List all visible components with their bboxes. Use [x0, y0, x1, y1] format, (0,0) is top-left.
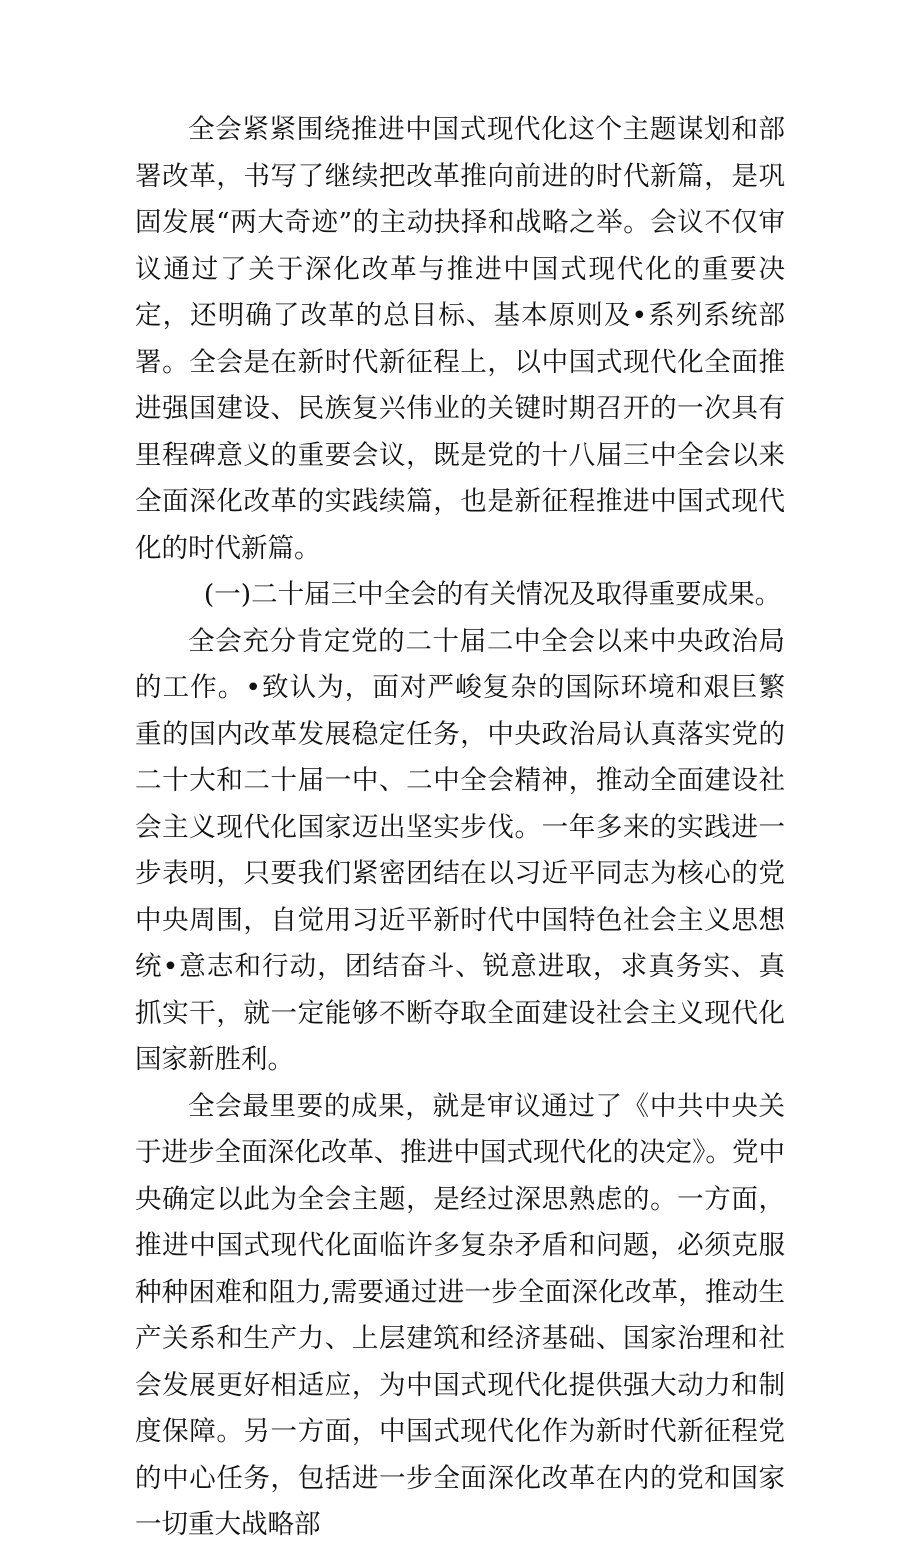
document-body	[135, 107, 785, 1549]
paragraph-main-outcome: 全会最里要的成果，就是审议通过了《中共中央关于进步全面深化改革、推进中国式现代化的决定》。党中央确定以此为全会主题，是经过深思熟虑的。一方面，推进中国式现代化面临许多复杂矛盾和问题，必须克服种种困难和阻力,需要通过进一步全面深化改革，推动生产关系和生产力、上层建筑和经济基础、国家治理和社会发展更好相适应，为中国式现代化提供强大动力和制度保障。另一方面，中国式现代化作为新时代新征程党的中心任务，包括进一步全面深化改革在内的党和国家一切重大战略部	[135, 1090, 785, 1540]
paragraph-intro: 全会紧紧围绕推进中国式现代化这个主题谋划和部署改革，书写了继续把改革推向前进的时代新篇，是巩固发展“两大奇迹”的主动抉择和战略之举。会议不仅审议通过了关于深化改革与推进中国式现代化的重要决定，还明确了改革的总目标、基本原则及•系列系统部署。全会是在新时代新征程上，以中国式现代化全面推进强国建设、民族复兴伟业的关键时期召开的一次具有里程碑意义的重要会议，既是党的十八届三中全会以来全面深化改革的实践续篇，也是新征程推进中国式现代化的时代新篇。	[135, 114, 785, 564]
paragraph-affirmation: 全会充分肯定党的二十届二中全会以来中央政治局的工作。•致认为，面对严峻复杂的国际环境和艰巨繁重的国内改革发展稳定任务，中央政治局认真落实党的二十大和二十届一中、二中全会精神，推动全面建设社会主义现代化国家迈出坚实步伐。一年多来的实践进一步表明，只要我们紧密团结在以习近平同志为核心的党中央周围，自觉用习近平新时代中国特色社会主义思想统•意志和行动，团结奋斗、锐意进取，求真务实、真抓实干，就一定能够不断夺取全面建设社会主义现代化国家新胜利。	[135, 625, 785, 1075]
section-heading: (一)二十届三中全会的有关情况及取得重要成果。	[203, 579, 782, 610]
